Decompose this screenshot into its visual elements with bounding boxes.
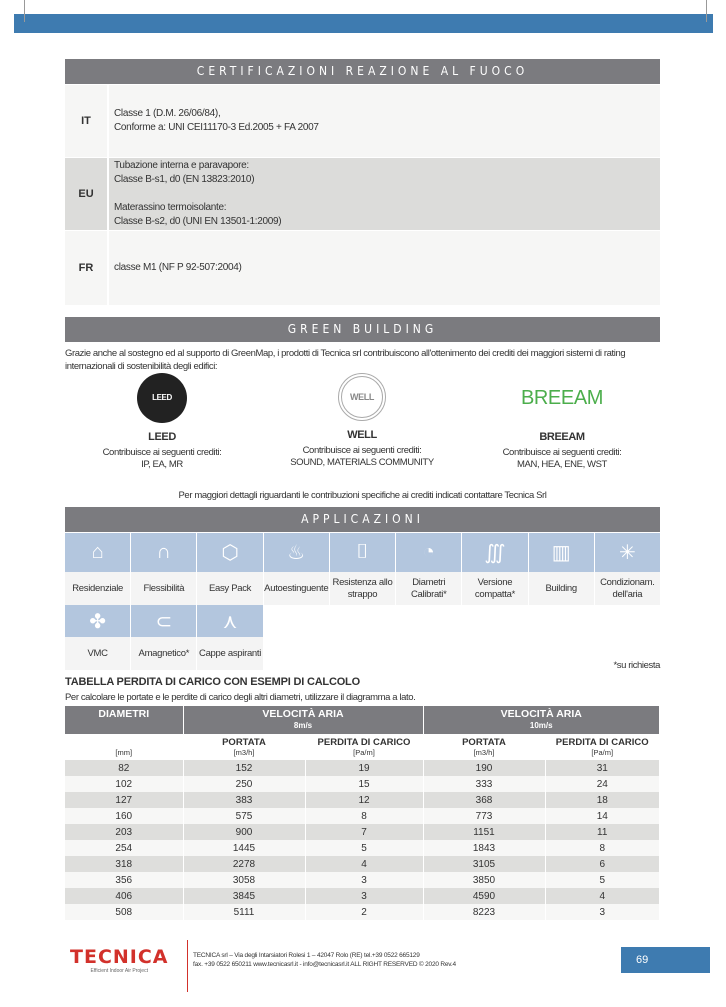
cert-row-fr bbox=[65, 231, 660, 305]
table-cell: 356 bbox=[65, 872, 183, 888]
cert-line bbox=[114, 187, 660, 201]
table-cell: 3105 bbox=[423, 856, 545, 872]
table-cell: 8223 bbox=[423, 904, 545, 920]
table-cell: 3850 bbox=[423, 872, 545, 888]
table-row bbox=[65, 808, 660, 824]
note: *su richiesta bbox=[613, 660, 660, 671]
table-cell: 102 bbox=[65, 776, 183, 792]
col-perdita: PERDITA DI CARICO [Pa/m] bbox=[545, 734, 660, 760]
cert-country: FR bbox=[65, 231, 109, 305]
table-cell: 7 bbox=[305, 824, 423, 840]
pressure-loss-table bbox=[65, 706, 660, 920]
table-cell: 18 bbox=[545, 792, 660, 808]
rating-name: BREEAM bbox=[539, 431, 585, 443]
table-cell: 203 bbox=[65, 824, 183, 840]
table-cell: 160 bbox=[65, 808, 183, 824]
building-icon: ▥ bbox=[529, 533, 594, 572]
well-logo: WELL bbox=[338, 373, 386, 421]
table-row bbox=[65, 872, 660, 888]
table-row bbox=[65, 888, 660, 904]
rating-contrib: Contribuisce ai seguenti crediti: bbox=[102, 447, 222, 458]
magnet-icon: ⊂ bbox=[131, 605, 196, 637]
table-cell: 508 bbox=[65, 904, 183, 920]
table-cell: 3 bbox=[305, 872, 423, 888]
cert-text bbox=[109, 85, 660, 157]
page-number: 69 bbox=[621, 947, 710, 973]
cert-line: Classe B-s2, d0 (UNI EN 13501-1:2009) bbox=[114, 216, 282, 227]
table-cell: 190 bbox=[423, 760, 545, 776]
table-cell: 12 bbox=[305, 792, 423, 808]
table-cell: 3 bbox=[305, 888, 423, 904]
flame-icon: ♨ bbox=[264, 533, 329, 572]
table-cell: 333 bbox=[423, 776, 545, 792]
application-label: VMC bbox=[65, 637, 130, 670]
cert-line: Tubazione interna e paravapore: bbox=[114, 160, 249, 171]
rating-contrib: Contribuisce ai seguenti crediti: bbox=[502, 447, 622, 458]
cert-row-it bbox=[65, 85, 660, 157]
application-label: Flessibilità bbox=[131, 572, 196, 605]
table-cell: 3058 bbox=[183, 872, 305, 888]
cert-header: CERTIFICAZIONI REAZIONE AL FUOCO bbox=[65, 59, 660, 84]
application-label: Condizionam. dell'aria bbox=[595, 572, 660, 605]
coil-icon: ∭ bbox=[462, 533, 527, 572]
cert-line: Materassino termoisolante: bbox=[114, 202, 227, 213]
table-cell: 19 bbox=[305, 760, 423, 776]
cert-country: IT bbox=[65, 85, 109, 157]
application-label: Resistenza allo strappo bbox=[330, 572, 395, 605]
applicazioni-header: APPLICAZIONI bbox=[65, 507, 660, 532]
table-cell: 6 bbox=[545, 856, 660, 872]
table-cell: 4590 bbox=[423, 888, 545, 904]
cert-line: Classe B-s1, d0 (EN 13823:2010) bbox=[114, 174, 255, 185]
table-cell: 8 bbox=[545, 840, 660, 856]
table-cell: 3 bbox=[545, 904, 660, 920]
caliper-icon: ◔ bbox=[396, 533, 461, 572]
table-cell: 2 bbox=[305, 904, 423, 920]
table-cell: 1445 bbox=[183, 840, 305, 856]
breeam-logo: BREEAM bbox=[520, 387, 604, 409]
table-cell: 152 bbox=[183, 760, 305, 776]
application-label: Cappe aspiranti bbox=[197, 637, 262, 670]
table-row bbox=[65, 792, 660, 808]
footer-address: TECNICA srl – Via degli Intarsiatori Rolesi 1 – 42047 Rolo (RE) tel.+39 0522 665129 fax. +39 0522 650211 www.tecnicasrl.it - info@tecnicasrl.it ALL RIGHT RESERVED © 2020 Rev.4 bbox=[193, 952, 456, 968]
table-cell: 3845 bbox=[183, 888, 305, 904]
rating-leed bbox=[62, 373, 262, 471]
application-label: Autoestinguente bbox=[264, 572, 329, 605]
table-cell: 11 bbox=[545, 824, 660, 840]
table-cell: 5 bbox=[545, 872, 660, 888]
table-cell: 383 bbox=[183, 792, 305, 808]
green-header: GREEN BUILDING bbox=[65, 317, 660, 342]
application-label: Diametri Calibrati* bbox=[396, 572, 461, 605]
hood-icon: ⋏ bbox=[197, 605, 262, 637]
table-cell: 4 bbox=[305, 856, 423, 872]
rating-well bbox=[262, 373, 462, 471]
rating-credits: IP, EA, MR bbox=[141, 459, 183, 470]
cert-line: Classe 1 (D.M. 26/06/84), bbox=[114, 108, 221, 119]
fan-icon: ✤ bbox=[65, 605, 130, 637]
table-row bbox=[65, 824, 660, 840]
table-cell: 2278 bbox=[183, 856, 305, 872]
table-row bbox=[65, 776, 660, 792]
table-row bbox=[65, 904, 660, 920]
divider bbox=[187, 940, 188, 992]
table-cell: 773 bbox=[423, 808, 545, 824]
col-vel-10: VELOCITÀ ARIA 10m/s bbox=[423, 706, 660, 734]
application-label: Amagnetico* bbox=[131, 637, 196, 670]
table-cell: 5111 bbox=[183, 904, 305, 920]
table-cell: 318 bbox=[65, 856, 183, 872]
application-label: Residenziale bbox=[65, 572, 130, 605]
crop-mark bbox=[706, 0, 707, 22]
green-intro: Grazie anche al sostegno ed al supporto di GreenMap, i prodotti di Tecnica srl contribuiscono all'ottenimento dei crediti dei maggiori sistemi di rating internazionali di sostenibilità degli edifici: bbox=[65, 348, 626, 372]
house-icon: ⌂ bbox=[65, 533, 130, 572]
rating-credits: SOUND, MATERIALS COMMUNITY bbox=[290, 457, 434, 468]
table-row bbox=[65, 840, 660, 856]
arch-icon: ∩ bbox=[131, 533, 196, 572]
top-bar bbox=[14, 14, 713, 33]
cert-line: classe M1 (NF P 92-507:2004) bbox=[114, 262, 242, 273]
col-vel-8: VELOCITÀ ARIA 8m/s bbox=[183, 706, 423, 734]
table-subtitle: Per calcolare le portate e le perdite di carico degli altri diametri, utilizzare il diagramma a lato. bbox=[65, 692, 416, 703]
table-cell: 15 bbox=[305, 776, 423, 792]
application-label: Easy Pack bbox=[197, 572, 262, 605]
rating-contrib: Contribuisce ai seguenti crediti: bbox=[302, 445, 422, 456]
applications-grid bbox=[65, 533, 660, 670]
application-label: Versione compatta* bbox=[462, 572, 527, 605]
table-title: TABELLA PERDITA DI CARICO CON ESEMPI DI CALCOLO bbox=[65, 676, 360, 688]
col-portata: PORTATA [m3/h] bbox=[183, 734, 305, 760]
table-cell: 1151 bbox=[423, 824, 545, 840]
col-perdita: PERDITA DI CARICO [Pa/m] bbox=[305, 734, 423, 760]
table-cell: 5 bbox=[305, 840, 423, 856]
green-footer: Per maggiori dettagli riguardanti le contribuzioni specifiche ai crediti indicati contattare Tecnica Srl bbox=[178, 490, 547, 501]
box-icon: ⬡ bbox=[197, 533, 262, 572]
table-cell: 4 bbox=[545, 888, 660, 904]
table-cell: 1843 bbox=[423, 840, 545, 856]
table-cell: 406 bbox=[65, 888, 183, 904]
rating-credits: MAN, HEA, ENE, WST bbox=[517, 459, 607, 470]
table-row bbox=[65, 856, 660, 872]
table-cell: 31 bbox=[545, 760, 660, 776]
cert-text bbox=[109, 231, 660, 305]
unit-mm: [mm] bbox=[65, 734, 183, 760]
col-diametri: DIAMETRI bbox=[65, 706, 183, 734]
leed-logo: LEED bbox=[137, 373, 187, 423]
table-row bbox=[65, 760, 660, 776]
cert-line: Conforme a: UNI CEI11170-3 Ed.2005 + FA 2007 bbox=[114, 122, 319, 133]
table-cell: 900 bbox=[183, 824, 305, 840]
table-cell: 575 bbox=[183, 808, 305, 824]
table-cell: 14 bbox=[545, 808, 660, 824]
rating-name: LEED bbox=[148, 431, 176, 443]
table-cell: 82 bbox=[65, 760, 183, 776]
tecnica-logo: TECNICA Efficient Indoor Air Project bbox=[70, 946, 169, 974]
application-label: Building bbox=[529, 572, 594, 605]
table-cell: 8 bbox=[305, 808, 423, 824]
rating-name: WELL bbox=[347, 429, 377, 441]
col-portata: PORTATA [m3/h] bbox=[423, 734, 545, 760]
table-cell: 127 bbox=[65, 792, 183, 808]
table-cell: 254 bbox=[65, 840, 183, 856]
snowflake-icon: ✳ bbox=[595, 533, 660, 572]
cert-text bbox=[109, 158, 660, 230]
cert-country: EU bbox=[65, 158, 109, 230]
crop-mark bbox=[24, 0, 25, 22]
table-cell: 24 bbox=[545, 776, 660, 792]
cert-row-eu bbox=[65, 158, 660, 230]
table-cell: 368 bbox=[423, 792, 545, 808]
rating-breeam bbox=[462, 373, 662, 471]
tear-icon: ⌷ bbox=[330, 533, 395, 572]
table-cell: 250 bbox=[183, 776, 305, 792]
